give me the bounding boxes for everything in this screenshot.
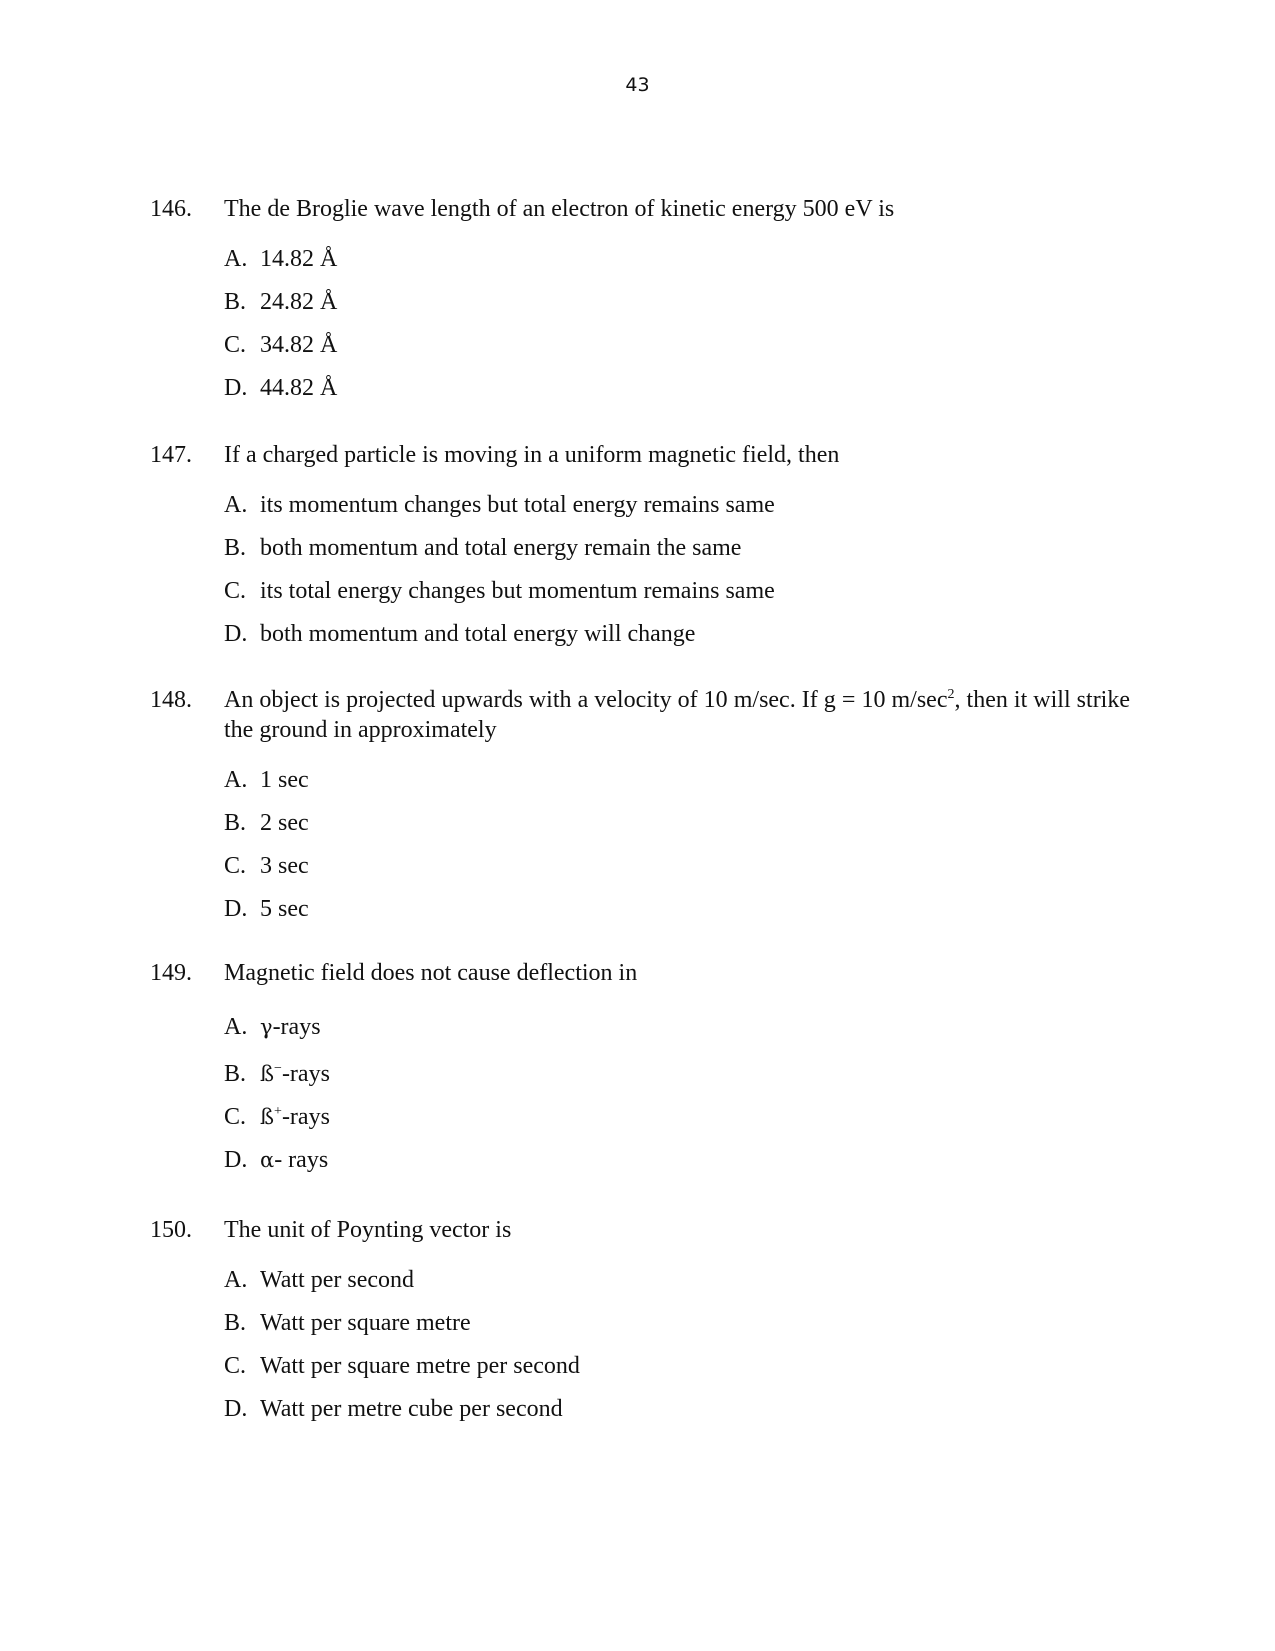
options-list [224,765,1130,937]
option-text: its momentum changes but total energy remains same [260,492,775,518]
option-text: Watt per square metre [260,1310,471,1336]
option-a[interactable] [224,244,1130,287]
option-letter: C. [224,1353,247,1379]
question-146 [150,194,1130,416]
option-d[interactable] [224,1145,1130,1188]
gamma-symbol: γ [260,1015,273,1039]
option-text: 5 sec [260,896,309,922]
option-d[interactable] [224,894,1130,937]
question-number: 146. [150,196,192,222]
question-text: If a charged particle is moving in a uniform magnetic field, then [224,442,840,468]
option-letter: D. [224,1396,248,1422]
option-text: 14.82 Å [260,246,338,272]
option-letter: C. [224,578,247,604]
option-letter: D. [224,1147,248,1173]
question-text [224,685,1130,745]
option-letter: D. [224,375,248,401]
option-text: both momentum and total energy remain the same [260,535,742,561]
option-letter: C. [224,332,247,358]
option-c[interactable] [224,1102,1130,1145]
option-b[interactable] [224,287,1130,330]
option-letter: D. [224,896,248,922]
option-text: 3 sec [260,853,309,879]
option-letter: A. [224,492,248,518]
question-header [150,685,1130,745]
option-letter: B. [224,810,247,836]
superscript: + [274,1104,282,1119]
options-list [224,490,1130,662]
option-a[interactable] [224,490,1130,533]
superscript: 2 [947,687,955,702]
option-c[interactable] [224,851,1130,894]
question-147 [150,440,1130,662]
option-b[interactable] [224,533,1130,576]
option-text: 24.82 Å [260,289,338,315]
question-number: 149. [150,960,192,986]
question-text: Magnetic field does not cause deflection in [224,960,638,986]
options-list [224,1265,1130,1437]
option-a[interactable] [224,1265,1130,1308]
option-text: both momentum and total energy will change [260,621,696,647]
option-text: 1 sec [260,767,309,793]
option-text: -rays [281,1061,330,1087]
option-letter: C. [224,1104,247,1130]
question-header [150,194,1130,224]
option-text: its total energy changes but momentum remains same [260,578,775,604]
options-list [224,1012,1130,1188]
question-number: 147. [150,442,192,468]
question-text-part: , then it will strike the ground in approximately [224,687,1131,743]
question-header [150,958,1130,988]
options-list [224,244,1130,416]
option-d[interactable] [224,1394,1130,1437]
question-149 [150,958,1130,1188]
option-text: 2 sec [260,810,309,836]
alpha-symbol: α [260,1148,275,1172]
question-header [150,440,1130,470]
option-text: - rays [274,1147,329,1173]
option-text: -rays [281,1104,330,1130]
question-number: 148. [150,687,192,713]
option-letter: C. [224,853,247,879]
question-text: The unit of Poynting vector is [224,1217,512,1243]
option-text: Watt per metre cube per second [260,1396,563,1422]
question-148 [150,685,1130,937]
question-number: 150. [150,1217,192,1243]
option-letter: D. [224,621,248,647]
option-letter: A. [224,767,248,793]
option-c[interactable] [224,576,1130,619]
superscript: − [274,1061,282,1076]
option-d[interactable] [224,373,1130,416]
option-a[interactable] [224,765,1130,808]
option-text: Watt per second [260,1267,415,1293]
option-letter: A. [224,1014,248,1040]
option-letter: A. [224,1267,248,1293]
option-text: -rays [272,1014,321,1040]
option-letter: B. [224,535,247,561]
option-b[interactable] [224,1059,1130,1102]
question-header [150,1215,1130,1245]
option-b[interactable] [224,1308,1130,1351]
question-text-part: An object is projected upwards with a velocity of 10 m/sec. If g = 10 m/sec [224,687,948,713]
option-d[interactable] [224,619,1130,662]
option-b[interactable] [224,808,1130,851]
option-c[interactable] [224,1351,1130,1394]
option-letter: B. [224,289,247,315]
option-text: Watt per square metre per second [260,1353,580,1379]
option-c[interactable] [224,330,1130,373]
option-letter: B. [224,1061,247,1087]
question-text: The de Broglie wave length of an electron of kinetic energy 500 eV is [224,196,895,222]
option-letter: B. [224,1310,247,1336]
option-text: 34.82 Å [260,332,338,358]
question-150 [150,1215,1130,1437]
beta-symbol: ß [260,1062,275,1086]
page-number: 43 [625,74,650,96]
option-letter: A. [224,246,248,272]
option-text: 44.82 Å [260,375,338,401]
beta-symbol: ß [260,1105,275,1129]
option-a[interactable] [224,1012,1130,1059]
